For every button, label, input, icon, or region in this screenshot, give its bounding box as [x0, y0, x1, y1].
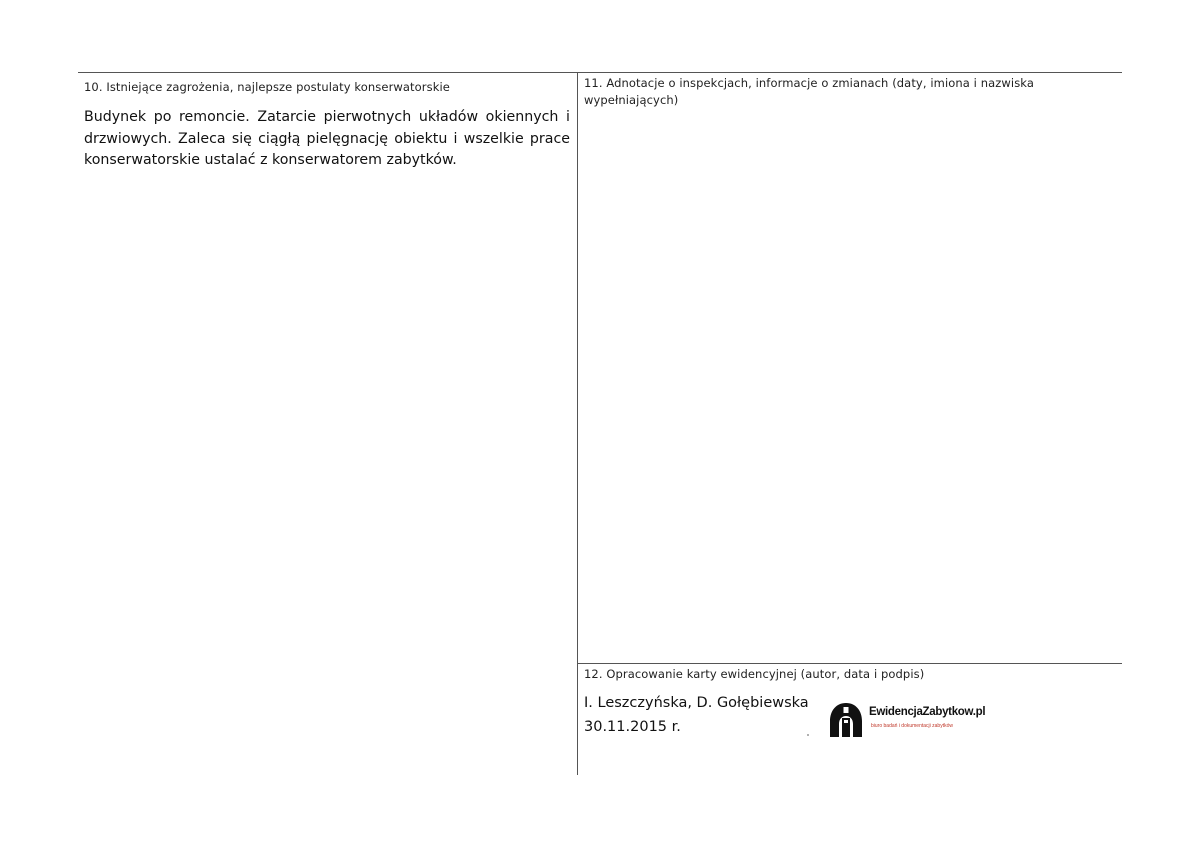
section-12-label: 12. Opracowanie karty ewidencyjnej (autor, data i podpis): [584, 667, 925, 681]
top-rule-line: [78, 72, 1122, 73]
column-divider-line: [577, 72, 578, 775]
monument-logo-icon: [829, 702, 863, 738]
section-12-authors: I. Leszczyńska, D. Gołębiewska: [584, 695, 809, 711]
section-11-label: 11. Adnotacje o inspekcjach, informacje o zmianach (daty, imiona i nazwiska wypełniających): [584, 76, 1034, 107]
logo-name: EwidencjaZabytkow.pl: [869, 706, 986, 718]
section-10-label: 10. Istniejące zagrożenia, najlepsze postulaty konserwatorskie: [84, 80, 450, 94]
section-12-date: 30.11.2015 r.: [584, 719, 681, 735]
logo-stamp: [829, 702, 999, 738]
section-12-rule-line: [577, 663, 1122, 664]
logo-tagline: biuro badań i dokumentacji zabytków: [871, 723, 953, 729]
scan-speck: [807, 734, 809, 736]
section-10-body: Budynek po remoncie. Zatarcie pierwotnych układów okiennych i drzwiowych. Zaleca się ciągłą pielęgnację obiektu i wszelkie prace konserwatorskie ustalać z konserwatorem zabytków.: [84, 109, 570, 168]
